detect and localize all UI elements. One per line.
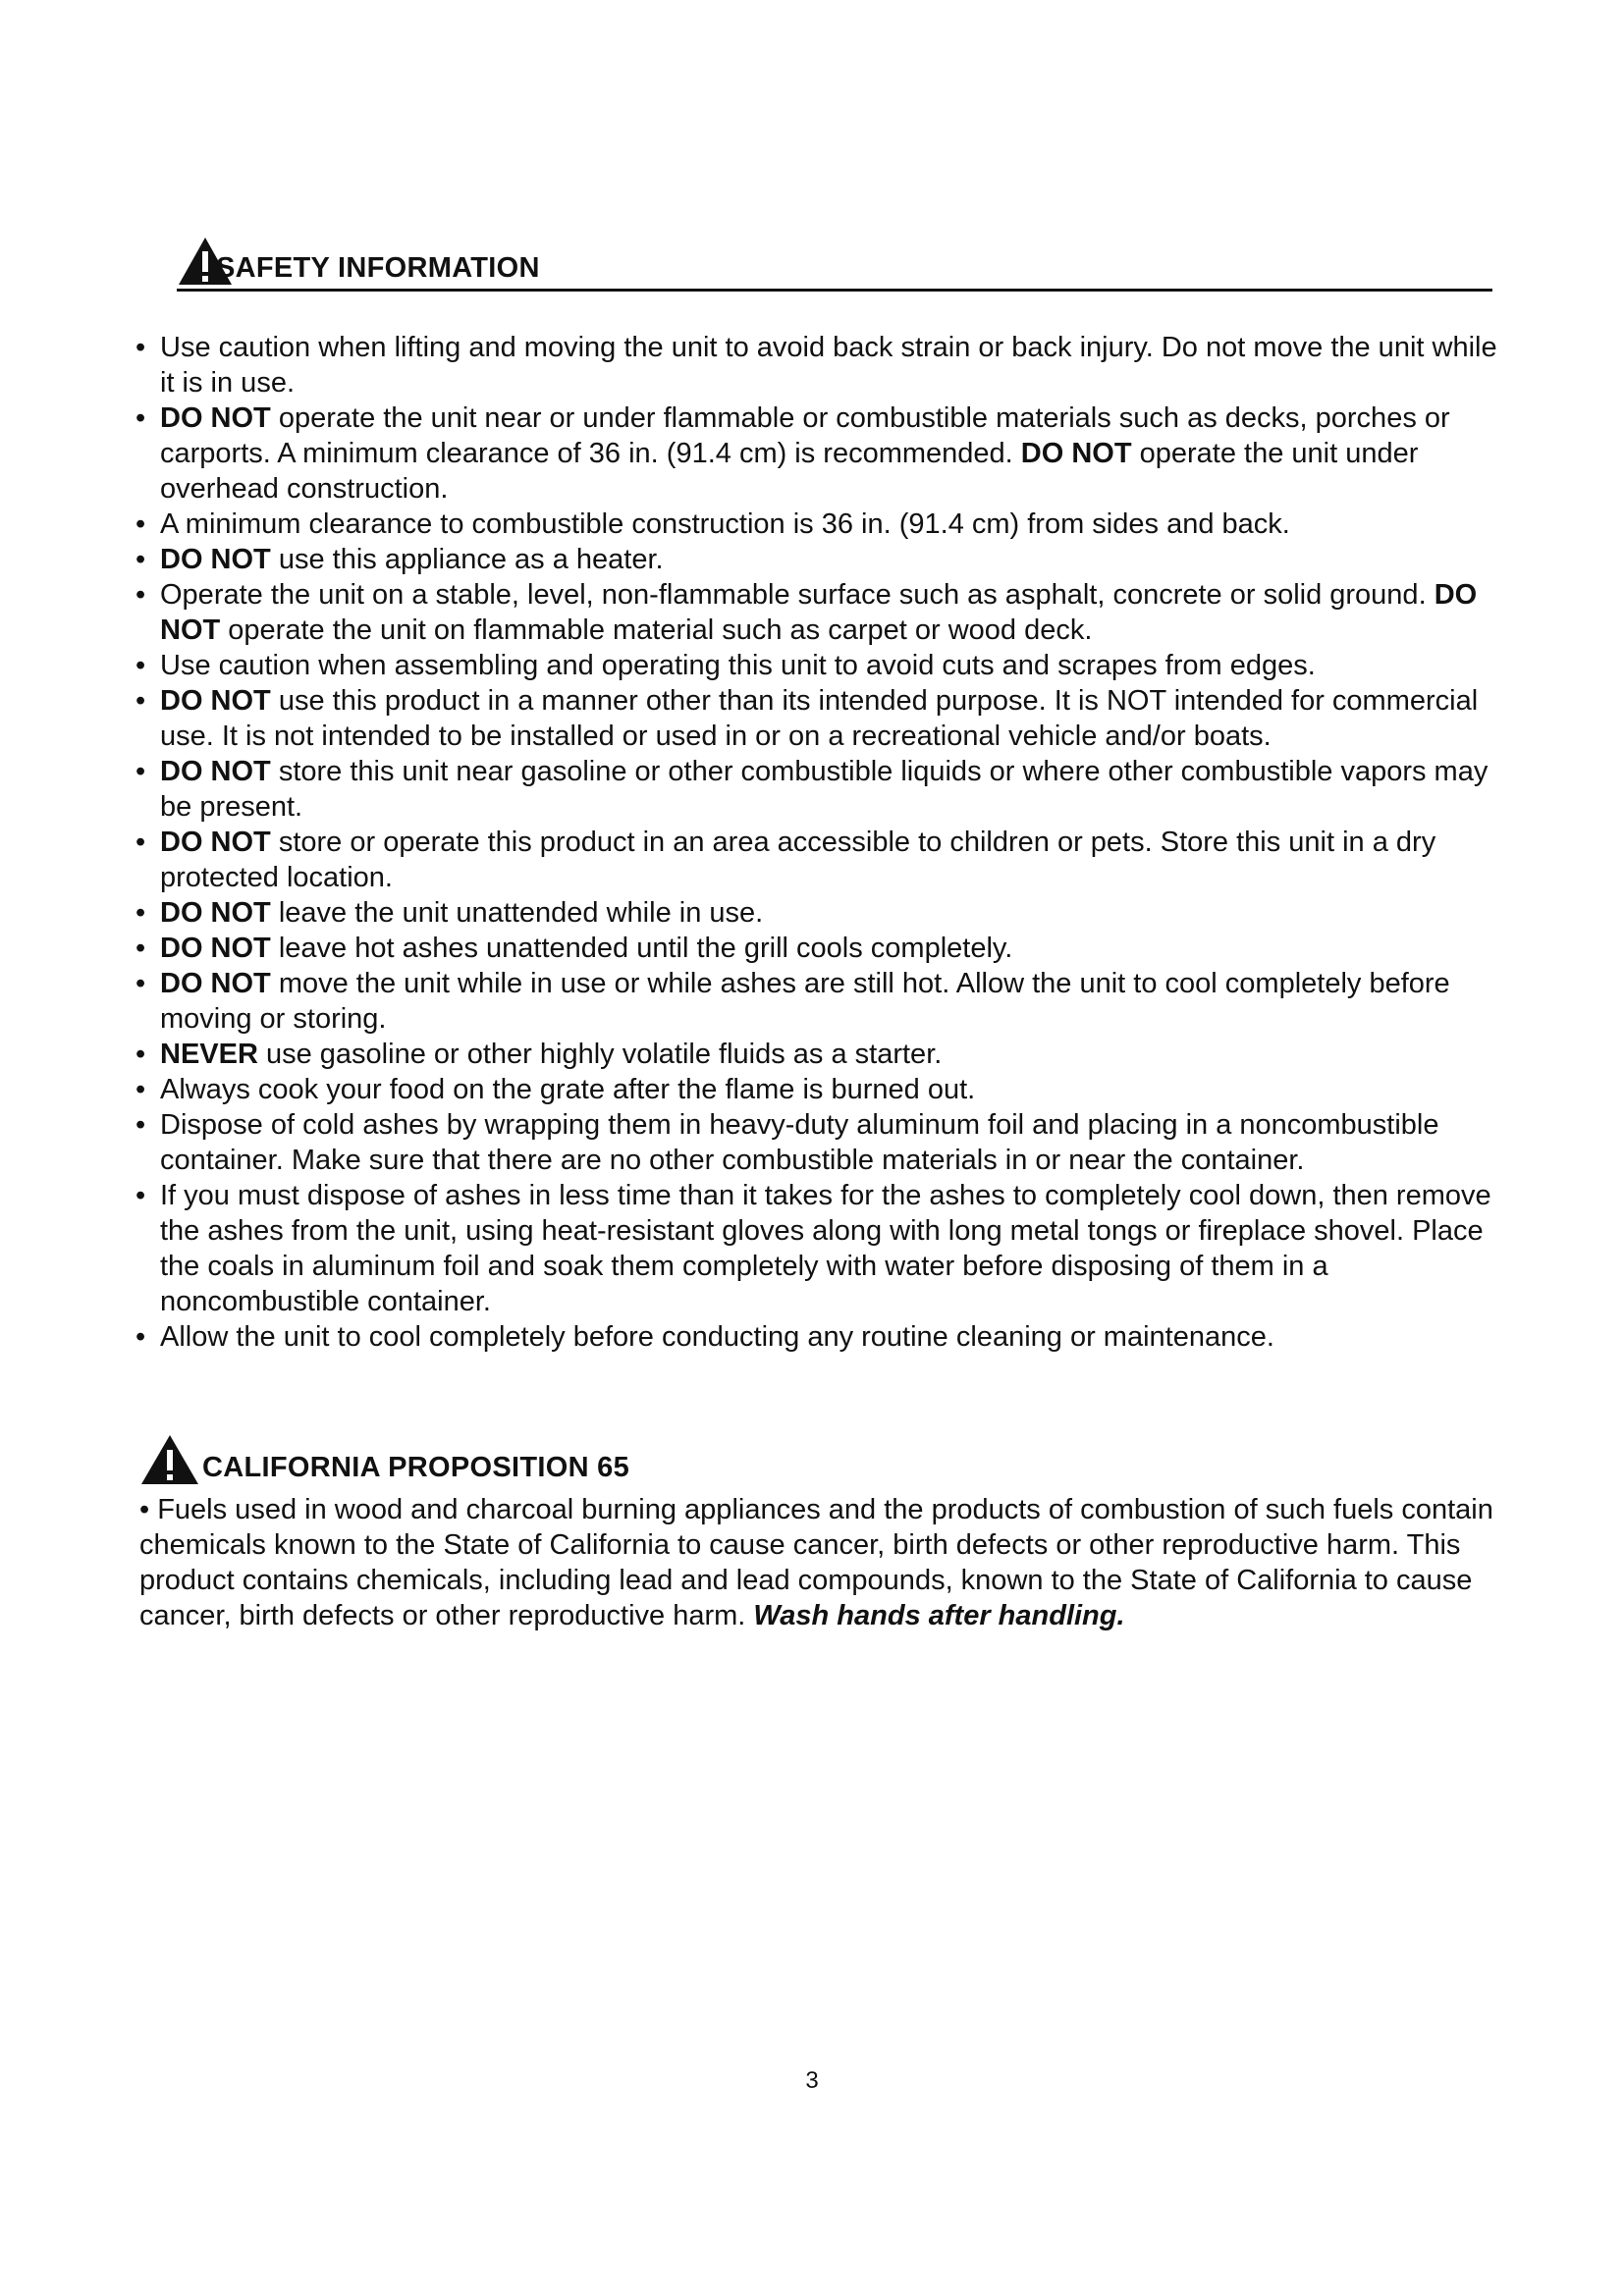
bullet: • bbox=[135, 1321, 146, 1353]
emphasis-text: NEVER bbox=[160, 1039, 258, 1070]
emphasis-text: DO NOT bbox=[160, 897, 271, 929]
item-text: A minimum clearance to combustible construction is 36 in. (91.4 cm) from sides and back. bbox=[160, 508, 1290, 540]
proposition-text: Fuels used in wood and charcoal burning appliances and the products of combustion of such fuels contain chemicals known to the State of California to cause cancer, birth defects or other reproductive harm. This product contains chemicals, including lead and lead compounds, known to the State of California to cause cancer, birth defects or other reproductive harm. bbox=[139, 1494, 1493, 1631]
safety-item bbox=[135, 966, 1510, 1037]
safety-item bbox=[135, 330, 1510, 400]
bullet: • bbox=[135, 827, 146, 858]
emphasis-text: DO NOT bbox=[160, 685, 271, 717]
proposition-heading bbox=[139, 1431, 1121, 1486]
item-text: Always cook your food on the grate after the flame is burned out. bbox=[160, 1074, 976, 1105]
safety-item bbox=[135, 542, 1510, 577]
safety-item bbox=[135, 1037, 1510, 1072]
safety-item bbox=[135, 577, 1510, 648]
bullet: • bbox=[135, 933, 146, 964]
bullet: • bbox=[135, 1039, 146, 1070]
item-text: operate the unit near or under flammable or combustible materials such as decks, porches or carports. A minimum clearance of 36 in. (91.4 cm) is recommended. bbox=[160, 402, 1450, 469]
safety-item bbox=[135, 648, 1510, 683]
item-text: leave the unit unattended while in use. bbox=[270, 897, 764, 929]
item-text: use gasoline or other highly volatile fluids as a starter. bbox=[257, 1039, 943, 1070]
bullet: • bbox=[135, 332, 146, 363]
safety-item bbox=[135, 1072, 1510, 1107]
item-text: Use caution when assembling and operating this unit to avoid cuts and scrapes from edges. bbox=[160, 650, 1316, 681]
warning-triangle-icon bbox=[139, 1433, 200, 1486]
safety-item bbox=[135, 507, 1510, 542]
emphasis-text: DO NOT bbox=[160, 579, 1478, 646]
emphasis-text: DO NOT bbox=[160, 933, 271, 964]
emphasis-text: DO NOT bbox=[160, 827, 271, 858]
item-text: move the unit while in use or while ashes are still hot. Allow the unit to cool completely before moving or storing. bbox=[160, 968, 1450, 1035]
bullet: • bbox=[135, 579, 146, 611]
item-text: use this product in a manner other than its intended purpose. It is NOT intended for commercial use. It is not intended to be installed or used in or on a recreational vehicle and/or boats. bbox=[160, 685, 1479, 752]
bullet: • bbox=[135, 756, 146, 787]
section-title-safety: SAFETY INFORMATION bbox=[216, 252, 540, 284]
emphasis-text: DO NOT bbox=[1020, 438, 1132, 469]
item-text: Dispose of cold ashes by wrapping them in heavy-duty aluminum foil and placing in a noncombustible container. Make sure that there are no other combustible materials in or near the container. bbox=[160, 1109, 1439, 1176]
item-text: store or operate this product in an area accessible to children or pets. Store this unit in a dry protected location. bbox=[160, 827, 1436, 893]
item-text: operate the unit under overhead construction. bbox=[160, 438, 1419, 505]
safety-item bbox=[135, 931, 1510, 966]
safety-item bbox=[135, 683, 1510, 754]
item-text: use this appliance as a heater. bbox=[270, 544, 664, 575]
bullet: • bbox=[135, 1109, 146, 1141]
safety-item bbox=[135, 400, 1510, 507]
proposition-emphasis: Wash hands after handling. bbox=[753, 1600, 1125, 1631]
item-text: Use caution when lifting and moving the unit to avoid back strain or back injury. Do not move the unit while it is in use. bbox=[160, 332, 1497, 399]
bullet: • bbox=[135, 650, 146, 681]
bullet: • bbox=[135, 685, 146, 717]
safety-item bbox=[135, 754, 1510, 825]
emphasis-text: DO NOT bbox=[160, 402, 271, 434]
emphasis-text: DO NOT bbox=[160, 968, 271, 999]
item-text: Allow the unit to cool completely before conducting any routine cleaning or maintenance. bbox=[160, 1321, 1274, 1353]
item-text: If you must dispose of ashes in less time than it takes for the ashes to completely cool down, then remove the ashes from the unit, using heat-resistant gloves along with long metal tongs or fireplace shovel. Place the coals in aluminum foil and soak them completely with water before disposing of them in a noncombustible container. bbox=[160, 1180, 1491, 1317]
bullet: • bbox=[135, 1074, 146, 1105]
safety-item bbox=[135, 895, 1510, 931]
section-title-proposition: CALIFORNIA PROPOSITION 65 bbox=[202, 1452, 630, 1483]
bullet: • bbox=[135, 508, 146, 540]
bullet: • bbox=[139, 1494, 150, 1525]
bullet: • bbox=[135, 968, 146, 999]
bullet: • bbox=[135, 1180, 146, 1211]
item-text: Operate the unit on a stable, level, non-flammable surface such as asphalt, concrete or solid ground. bbox=[160, 579, 1435, 611]
safety-heading bbox=[177, 240, 1492, 292]
proposition-paragraph bbox=[139, 1492, 1514, 1633]
bullet: • bbox=[135, 897, 146, 929]
item-text: store this unit near gasoline or other combustible liquids or where other combustible vapors may be present. bbox=[160, 756, 1489, 823]
emphasis-text: DO NOT bbox=[160, 544, 271, 575]
bullet: • bbox=[135, 402, 146, 434]
item-text: operate the unit on flammable material such as carpet or wood deck. bbox=[220, 614, 1093, 646]
safety-item bbox=[135, 1107, 1510, 1178]
bullet: • bbox=[135, 544, 146, 575]
emphasis-text: DO NOT bbox=[160, 756, 271, 787]
page-number: 3 bbox=[805, 2067, 819, 2094]
safety-item bbox=[135, 1319, 1510, 1355]
item-text: leave hot ashes unattended until the grill cools completely. bbox=[270, 933, 1013, 964]
safety-item bbox=[135, 825, 1510, 895]
safety-item bbox=[135, 1178, 1510, 1319]
safety-list bbox=[135, 330, 1510, 1355]
